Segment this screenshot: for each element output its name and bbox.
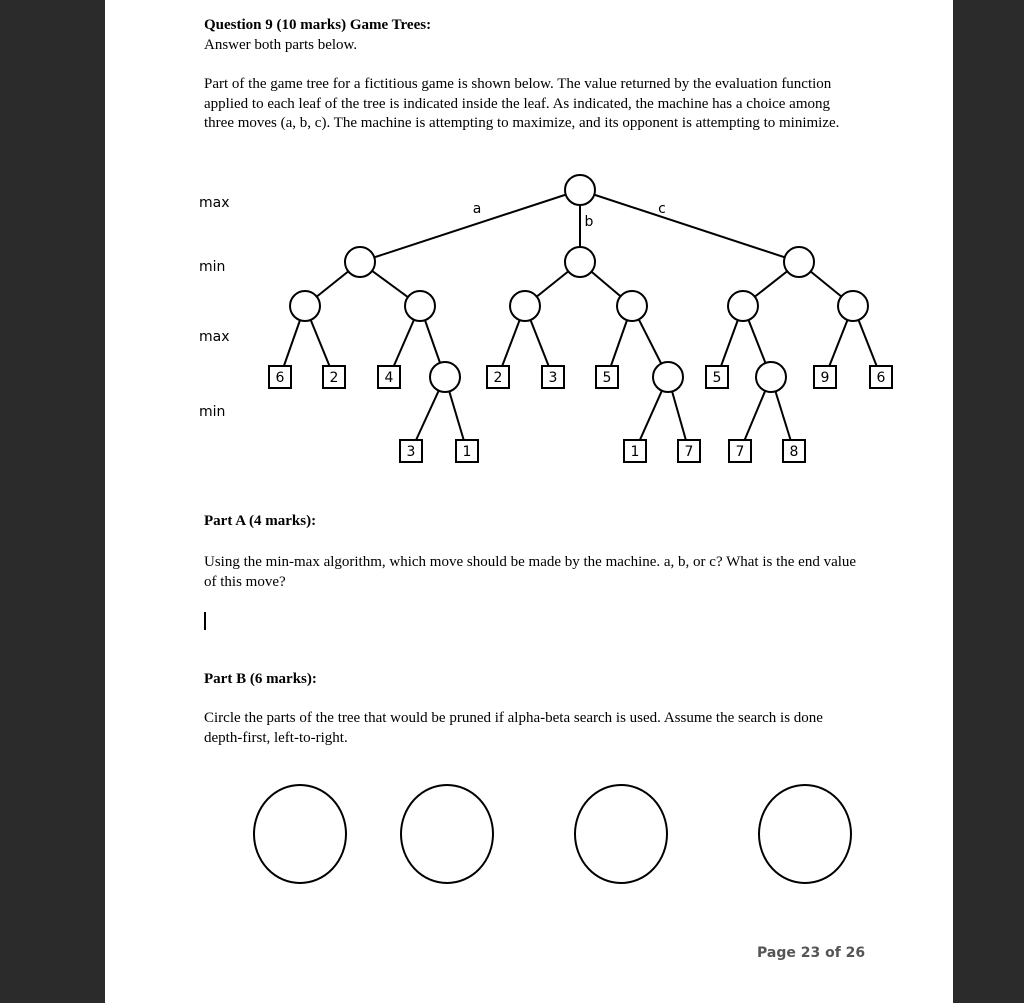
part-a-question: Using the min-max algorithm, which move should be made by the machine. a, b, or c? What is the end value of this move? [204, 554, 857, 590]
part-b-question: Circle the parts of the tree that would be pruned if alpha-beta search is used. Assume the search is done depth-first, left-to-right. [204, 710, 823, 746]
leaf-value: 1 [630, 444, 640, 460]
leaf-value: 1 [462, 444, 472, 460]
leaf-value: 6 [275, 370, 285, 386]
leaf-value: 3 [406, 444, 416, 460]
leaf-value: 6 [876, 370, 886, 386]
answer-circle-1[interactable] [254, 785, 346, 883]
part-b-heading: Part B (6 marks): [204, 671, 317, 687]
answer-circle-4[interactable] [759, 785, 851, 883]
leaf-value: 4 [384, 370, 394, 386]
level-label-max-2: max [199, 329, 230, 345]
leaf-value: 3 [548, 370, 558, 386]
move-label-a: a [472, 201, 482, 217]
answer-circle-2[interactable] [401, 785, 493, 883]
question-subtitle: Answer both parts below. [204, 37, 358, 53]
leaf-value: 5 [602, 370, 612, 386]
leaf-value: 8 [789, 444, 799, 460]
move-label-c: c [658, 201, 666, 217]
part-a-heading: Part A (4 marks): [204, 513, 317, 529]
leaf-value: 9 [820, 370, 830, 386]
leaf-value: 7 [684, 444, 694, 460]
answer-circle-3[interactable] [575, 785, 667, 883]
question-title: Question 9 (10 marks) Game Trees: [204, 17, 432, 33]
question-intro: Part of the game tree for a fictitious game is shown below. The value returned by the evaluation function applied to each leaf of the tree is indicated inside the leaf. As indicated, the machine has a choice among three moves (a, b, c). The machine is attempting to maximize, and its opponent is attempting to minimize. [204, 76, 840, 131]
leaf-value: 2 [493, 370, 503, 386]
level-label-min-1: min [199, 259, 226, 275]
leaf-value: 7 [735, 444, 745, 460]
leaf-value: 2 [329, 370, 339, 386]
move-label-b: b [584, 214, 594, 230]
leaf-value: 5 [712, 370, 722, 386]
page-number: Page 23 of 26 [757, 945, 866, 961]
answer-circles [105, 0, 953, 1003]
document-page [105, 0, 953, 1003]
level-label-min-2: min [199, 404, 226, 420]
level-label-max-1: max [199, 195, 230, 211]
